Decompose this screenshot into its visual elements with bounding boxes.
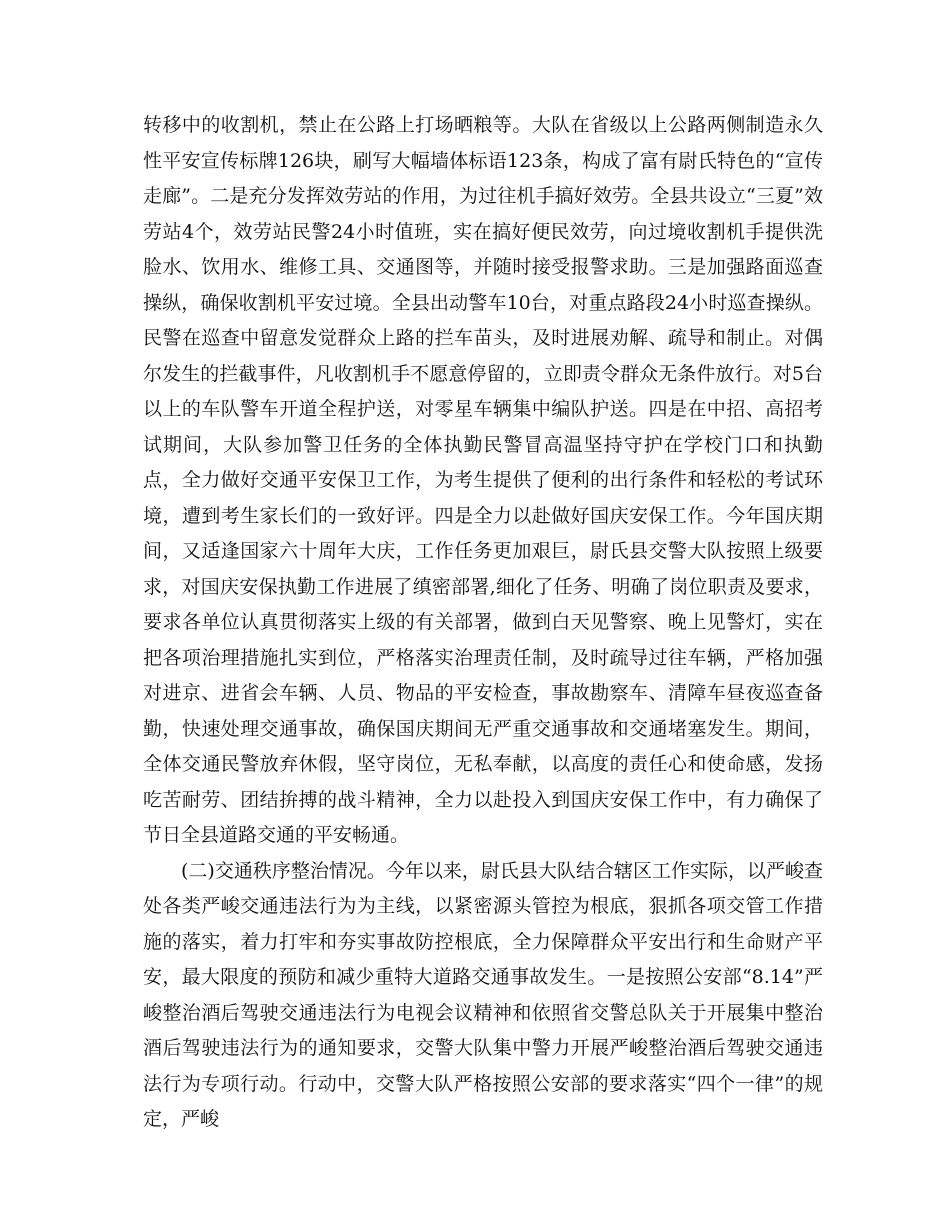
document-body (143, 108, 823, 1138)
paragraph-traffic-order: (二)交通秩序整治情况。今年以来，尉氏县大队结合辖区工作实际，以严峻查处各类严峻交通违法行为为主线，以紧密源头管控为根底，狠抓各项交管工作措施的落实，着力打牢和夯实事故防控根底，全力保障群众平安出行和生命财产平安，最大限度的预防和减少重特大道路交通事故发生。一是按照公安部“8.14”严峻整治酒后驾驶交通违法行为电视会议精神和依照省交警总队关于开展集中整治酒后驾驶违法行为的通知要求，交警大队集中警力开展严峻整治酒后驾驶交通违法行为专项行动。行动中，交警大队严格按照公安部的要求落实“四个一律”的规定，严峻 (143, 859, 823, 1130)
paragraph-continuation: 转移中的收割机，禁止在公路上打场晒粮等。大队在省级以上公路两侧制造永久性平安宣传标牌126块，刷写大幅墙体标语123条，构成了富有尉氏特色的“宣传走廊”。二是充分发挥效劳站的作用，为过往机手搞好效劳。全县共设立“三夏”效劳站4个，效劳站民警24小时值班，实在搞好便民效劳，向过境收割机手提供洗脸水、饮用水、维修工具、交通图等，并随时接受报警求助。三是加强路面巡查操纵，确保收割机平安过境。全县出动警车10台，对重点路段24小时巡查操纵。民警在巡查中留意发觉群众上路的拦车苗头，及时进展劝解、疏导和制止。对偶尔发生的拦截事件，凡收割机手不愿意停留的，立即责令群众无条件放行。对5台以上的车队警车开道全程护送，对零星车辆集中编队护送。四是在中招、高招考试期间，大队参加警卫任务的全体执勤民警冒高温坚持守护在学校门口和执勤点，全力做好交通平安保卫工作，为考生提供了便利的出行条件和轻松的考试环境，遭到考生家长们的一致好评。四是全力以赴做好国庆安保工作。今年国庆期间，又适逢国家六十周年大庆，工作任务更加艰巨，尉氏县交警大队按照上级要求，对国庆安保执勤工作进展了缜密部署,细化了任务、明确了岗位职责及要求，要求各单位认真贯彻落实上级的有关部署，做到白天见警察、晚上见警灯，实在把各项治理措施扎实到位，严格落实治理责任制，及时疏导过往车辆，严格加强对进京、进省会车辆、人员、物品的平安检查，事故勘察车、清障车昼夜巡查备勤，快速处理交通事故，确保国庆期间无严重交通事故和交通堵塞发生。期间，全体交通民警放弃休假，坚守岗位，无私奉献，以高度的责任心和使命感，发扬吃苦耐劳、团结拚搏的战斗精神，全力以赴投入到国庆安保工作中，有力确保了节日全县道路交通的平安畅通。 (143, 114, 823, 846)
